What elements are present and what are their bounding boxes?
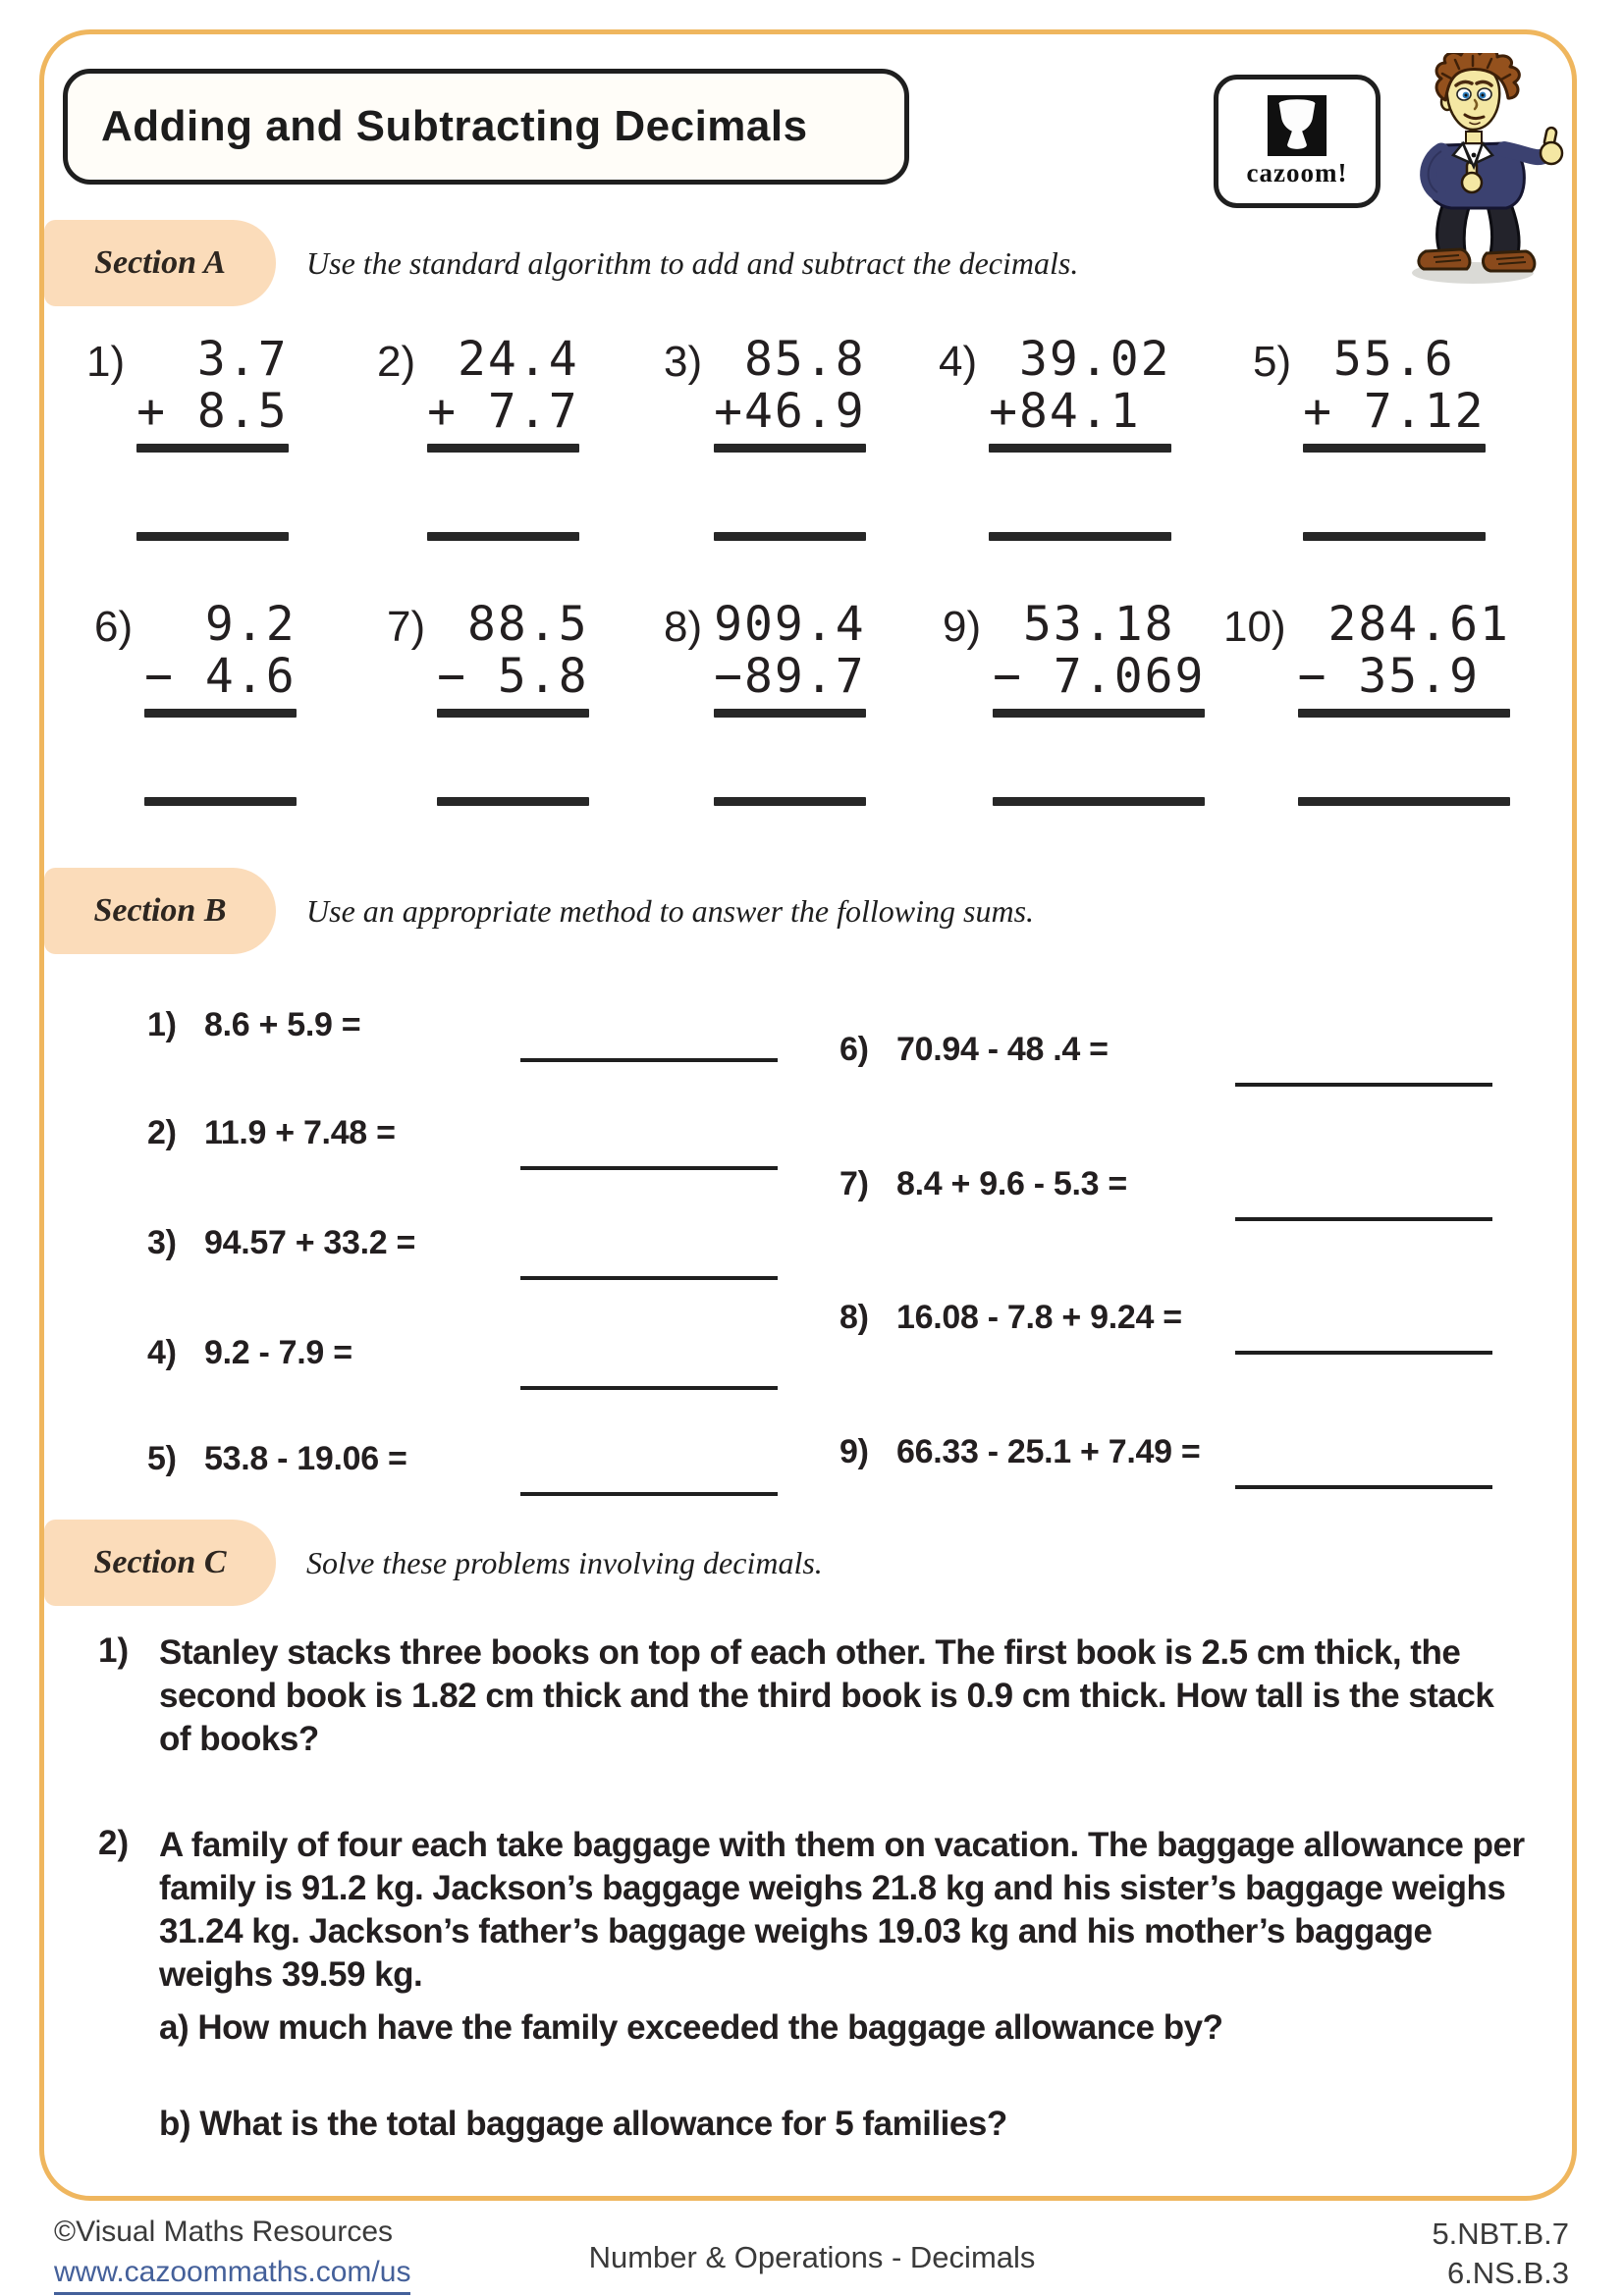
column-problem-6 bbox=[94, 599, 297, 806]
section-b-instruction: Use an appropriate method to answer the following sums. bbox=[306, 892, 1035, 929]
word-problem-1 bbox=[98, 1631, 1542, 1761]
bottom-operand: + 7.12 bbox=[1303, 383, 1486, 439]
sum-row-5 bbox=[147, 1440, 407, 1478]
answer-blank-line bbox=[1235, 1351, 1492, 1355]
problem-number: 10) bbox=[1223, 603, 1286, 651]
problem-number: 3) bbox=[664, 338, 703, 386]
column-sum bbox=[427, 334, 579, 541]
sum-row-3 bbox=[147, 1224, 415, 1262]
column-sum bbox=[989, 334, 1170, 541]
word-problem-text: Stanley stacks three books on top of each other. The first book is 2.5 cm thick, the second book is 1.82 cm thick and the third book is 0.9 cm thick. How tall is the stack of books? bbox=[159, 1633, 1494, 1759]
answer-line bbox=[437, 797, 589, 806]
sum-line bbox=[714, 709, 866, 718]
problem-number: 1) bbox=[86, 338, 126, 386]
sub-question-a: a) How much have the family exceeded the baggage allowance by? bbox=[159, 2008, 1223, 2048]
problem-number: 4) bbox=[939, 338, 978, 386]
footer-topic: Number & Operations - Decimals bbox=[588, 2240, 1036, 2274]
equation: 8.6 + 5.9 = bbox=[204, 1006, 361, 1043]
footer-standards bbox=[1432, 2215, 1569, 2294]
column-sum bbox=[1298, 599, 1510, 806]
word-problem-text bbox=[159, 1824, 1529, 2147]
problem-number: 3) bbox=[147, 1224, 177, 1261]
answer-line bbox=[989, 532, 1170, 541]
sum-line bbox=[1298, 709, 1510, 718]
footer-copyright: ©Visual Maths Resources bbox=[54, 2216, 394, 2248]
problem-number: 6) bbox=[94, 603, 134, 651]
section-a-row-1 bbox=[86, 334, 1589, 569]
column-problem-10 bbox=[1223, 599, 1510, 806]
column-sum bbox=[144, 599, 297, 806]
bottom-operand: +84.1 bbox=[989, 383, 1141, 439]
djembe-drum-icon bbox=[1267, 95, 1327, 156]
page-title: Adding and Subtracting Decimals bbox=[101, 102, 808, 150]
problem-number: 9) bbox=[943, 603, 982, 651]
equation: 66.33 - 25.1 + 7.49 = bbox=[896, 1433, 1201, 1470]
standard-code-2: 6.NS.B.3 bbox=[1446, 2256, 1569, 2291]
sum-line bbox=[993, 709, 1205, 718]
answer-line bbox=[144, 797, 297, 806]
sum-line bbox=[437, 709, 589, 718]
answer-blank-line bbox=[1235, 1217, 1492, 1221]
problem-number: 7) bbox=[387, 603, 426, 651]
problem-number: 5) bbox=[1253, 338, 1292, 386]
top-operand: 9.2 bbox=[144, 597, 297, 652]
answer-blank-line bbox=[520, 1276, 778, 1280]
top-operand: 88.5 bbox=[437, 597, 589, 652]
bottom-operand: − 7.069 bbox=[993, 648, 1206, 704]
sum-row-8 bbox=[839, 1299, 1182, 1337]
sum-line bbox=[989, 444, 1170, 453]
top-operand: 39.02 bbox=[989, 332, 1171, 387]
problem-number: 7) bbox=[839, 1165, 869, 1202]
column-problem-7 bbox=[387, 599, 589, 806]
top-operand: 85.8 bbox=[714, 332, 866, 387]
section-a-instruction: Use the standard algorithm to add and subtract the decimals. bbox=[306, 244, 1079, 281]
problem-number: 8) bbox=[664, 603, 703, 651]
sum-line bbox=[1303, 444, 1485, 453]
cazoom-logo bbox=[1214, 75, 1380, 208]
sum-line bbox=[136, 444, 289, 453]
standard-code-1: 5.NBT.B.7 bbox=[1432, 2216, 1569, 2251]
equation: 53.8 - 19.06 = bbox=[204, 1440, 407, 1477]
top-operand: 53.18 bbox=[993, 597, 1175, 652]
answer-line bbox=[714, 797, 866, 806]
sum-row-9 bbox=[839, 1433, 1200, 1471]
top-operand: 55.6 bbox=[1303, 332, 1455, 387]
section-b-problems bbox=[147, 987, 1561, 1536]
column-problem-1 bbox=[86, 334, 289, 541]
section-c-label: Section C bbox=[44, 1520, 276, 1606]
top-operand: 909.4 bbox=[714, 597, 866, 652]
answer-line bbox=[1298, 797, 1510, 806]
answer-line bbox=[993, 797, 1205, 806]
bottom-operand: − 4.6 bbox=[144, 648, 297, 704]
problem-number: 2) bbox=[377, 338, 416, 386]
column-sum bbox=[1303, 334, 1485, 541]
answer-blank-line bbox=[1235, 1485, 1492, 1489]
sum-row-4 bbox=[147, 1334, 352, 1372]
sum-line bbox=[714, 444, 866, 453]
problem-number: 2) bbox=[147, 1114, 177, 1151]
sum-row-7 bbox=[839, 1165, 1127, 1203]
problem-number: 2) bbox=[98, 1824, 130, 1862]
answer-line bbox=[1303, 532, 1485, 541]
bottom-operand: − 5.8 bbox=[437, 648, 589, 704]
section-c-instruction: Solve these problems involving decimals. bbox=[306, 1544, 823, 1580]
equation: 11.9 + 7.48 = bbox=[204, 1114, 396, 1151]
column-problem-3 bbox=[664, 334, 866, 541]
section-a-label: Section A bbox=[44, 220, 276, 306]
answer-blank-line bbox=[1235, 1083, 1492, 1087]
problem-number: 1) bbox=[147, 1006, 177, 1043]
answer-line bbox=[136, 532, 289, 541]
equation: 9.2 - 7.9 = bbox=[204, 1334, 352, 1371]
problem-number: 4) bbox=[147, 1334, 177, 1371]
bottom-operand: +46.9 bbox=[714, 383, 866, 439]
column-problem-9 bbox=[943, 599, 1205, 806]
bottom-operand: − 35.9 bbox=[1297, 648, 1480, 704]
equation: 94.57 + 33.2 = bbox=[204, 1224, 416, 1261]
worksheet-title-box bbox=[63, 69, 909, 185]
bottom-operand: + 8.5 bbox=[136, 383, 289, 439]
sum-line bbox=[427, 444, 579, 453]
problem-number: 1) bbox=[98, 1631, 130, 1670]
sum-row-1 bbox=[147, 1006, 360, 1044]
answer-line bbox=[714, 532, 866, 541]
problem-number: 5) bbox=[147, 1440, 177, 1477]
equation: 16.08 - 7.8 + 9.24 = bbox=[896, 1299, 1182, 1336]
footer-website-link[interactable]: www.cazoommaths.com/us bbox=[54, 2255, 410, 2295]
answer-blank-line bbox=[520, 1492, 778, 1496]
logo-wordmark: cazoom! bbox=[1246, 157, 1348, 187]
equation: 70.94 - 48 .4 = bbox=[896, 1031, 1109, 1068]
word-problem-body: A family of four each take baggage with them on vacation. The baggage allowance per family is 91.2 kg. Jackson’s baggage weighs 21.8 kg and his sister’s baggage weighs 31.24 kg. Jackson’s father’s baggage weighs 19.03 kg and his mother’s baggage weighs 39.59 kg. bbox=[159, 1826, 1525, 1995]
answer-blank-line bbox=[520, 1058, 778, 1062]
sum-row-6 bbox=[839, 1031, 1109, 1069]
column-sum bbox=[136, 334, 289, 541]
answer-blank-line bbox=[520, 1386, 778, 1390]
bottom-operand: −89.7 bbox=[714, 648, 866, 704]
problem-number: 6) bbox=[839, 1031, 869, 1068]
column-sum bbox=[714, 599, 866, 806]
column-sum bbox=[993, 599, 1205, 806]
sum-line bbox=[144, 709, 297, 718]
bottom-operand: + 7.7 bbox=[427, 383, 579, 439]
sum-row-2 bbox=[147, 1114, 396, 1152]
column-problem-5 bbox=[1253, 334, 1486, 541]
answer-line bbox=[427, 532, 579, 541]
answer-blank-line bbox=[520, 1166, 778, 1170]
section-b-label: Section B bbox=[44, 868, 276, 954]
column-sum bbox=[714, 334, 866, 541]
section-a-row-2 bbox=[86, 599, 1589, 834]
top-operand: 24.4 bbox=[427, 332, 579, 387]
equation: 8.4 + 9.6 - 5.3 = bbox=[896, 1165, 1127, 1202]
sub-question-b: b) What is the total baggage allowance for 5 families? bbox=[159, 2105, 1007, 2144]
column-problem-4 bbox=[939, 334, 1171, 541]
top-operand: 284.61 bbox=[1297, 597, 1510, 652]
column-problem-8 bbox=[664, 599, 866, 806]
column-sum bbox=[437, 599, 589, 806]
column-problem-2 bbox=[377, 334, 579, 541]
word-problem-2 bbox=[98, 1824, 1542, 2147]
mascot-boy-illustration bbox=[1382, 53, 1584, 289]
problem-number: 9) bbox=[839, 1433, 869, 1470]
top-operand: 3.7 bbox=[136, 332, 289, 387]
problem-number: 8) bbox=[839, 1299, 869, 1336]
